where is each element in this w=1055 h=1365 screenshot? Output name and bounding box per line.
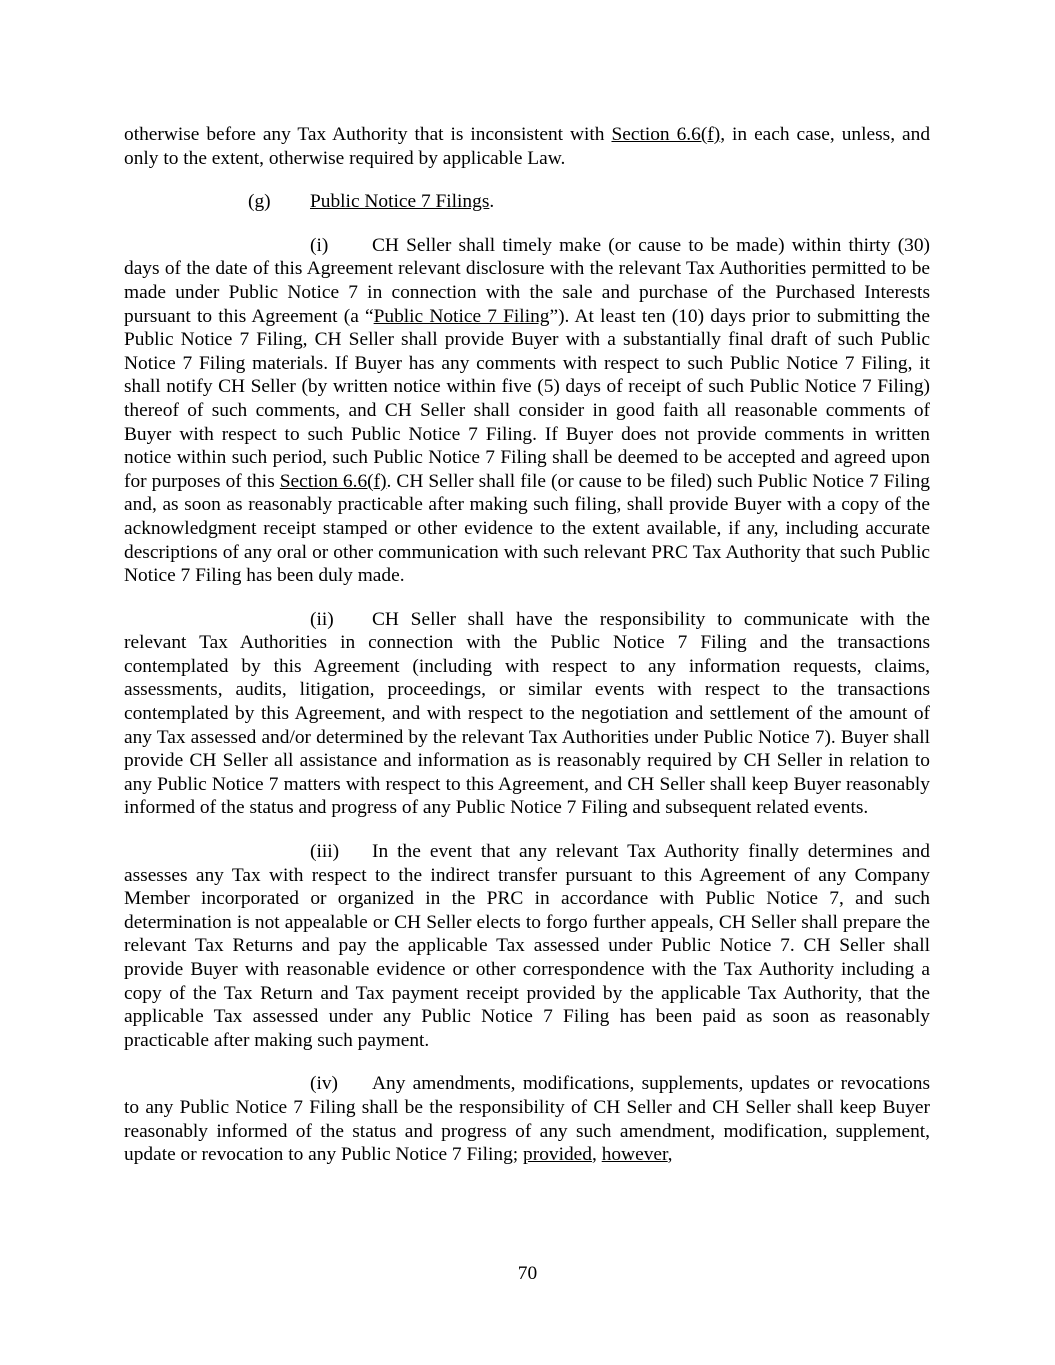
paragraph-iv-label: (iv) [310,1073,338,1095]
paragraph-iii [124,840,930,1052]
paragraph-ii-text: CH Seller shall have the responsibility to communicate with the relevant Tax Authorities in connection with the Public Notice 7 Filing and the transactions contemplated by this Agreement (including with respect to any information requests, claims, assessments, audits, litigation, proceedings, or similar events with respect to the transactions contemplated by this Agreement, and with respect to the negotiation and settlement of the amount of any Tax assessed and/or determined by the relevant Tax Authorities under Public Notice 7). Buyer shall provide CH Seller all assistance and information as is reasonably required by CH Seller in relation to any Public Notice 7 matters with respect to this Agreement, and CH Seller shall keep Buyer reasonably informed of the status and progress of any Public Notice 7 Filing and subsequent related events. [124,608,930,819]
intro-text-after: , in each case, unless, and only to the extent, otherwise required by applicable Law. [124,124,931,169]
section-g-title-end: . [489,191,495,213]
paragraph-iv [124,1072,930,1166]
intro-paragraph [124,123,930,170]
paragraph-i-text-b: ”). At least ten (10) days prior to submitting the Public Notice 7 Filing, CH Seller shall provide Buyer with a substantially final draft of such Public Notice 7 Filing materials. If Buyer has any comments with respect to such Public Notice 7 Filing, it shall notify CH Seller (by written notice within five (5) days of receipt of such Public Notice 7 Filing) thereof of such comments, and CH Seller shall consider in good faith all reasonable comments of Buyer with respect to such Public Notice 7 Filing. If Buyer does not provide comments in written notice within such period, such Public Notice 7 Filing shall be deemed to be accepted and agreed upon for purposes of this [124,305,930,492]
section-g-heading [124,190,930,214]
paragraph-iii-text: In the event that any relevant Tax Authority finally determines and assesses any Tax with respect to the indirect transfer pursuant to this Agreement of any Company Member incorporated or organized in the PRC in accordance with Public Notice 7, and such determination is not appealable or CH Seller elects to forgo further appeals, CH Seller shall prepare the relevant Tax Returns and pay the applicable Tax assessed under Public Notice 7. CH Seller shall provide Buyer with reasonable evidence or other correspondence with the Tax Authority including a copy of the Tax Return and Tax payment receipt provided by the applicable Tax Authority, that the applicable Tax assessed under any Public Notice 7 Filing has been paid as soon as reasonably practicable after making such payment. [124,841,930,1051]
paragraph-ii [124,608,930,820]
paragraph-i-text-c: . CH Seller shall file (or cause to be filed) such Public Notice 7 Filing and, as soon as reasonably practicable after making such filing, shall provide Buyer with a copy of the acknowledgment receipt stamped or other evidence to the extent available, if any, including accurate descriptions of any oral or other communication with such relevant PRC Tax Authority that such Public Notice 7 Filing has been duly made. [124,470,930,587]
paragraph-iii-label: (iii) [310,841,340,863]
paragraph-ii-label: (ii) [310,608,334,630]
document-page [124,123,930,1167]
provided-term: provided [523,1144,592,1166]
page-number: 70 [517,1263,538,1284]
however-term: however [601,1144,668,1166]
paragraph-i [124,234,930,588]
section-reference-link: Section 6.6(f) [611,124,721,145]
intro-text-before: otherwise before any Tax Authority that is inconsistent with [124,124,612,145]
defined-term-public-notice-7-filing: Public Notice 7 Filing [373,305,550,327]
paragraph-iv-comma: , [591,1144,602,1166]
paragraph-iv-text: Any amendments, modifications, supplements, updates or revocations to any Public Notice 7 Filing shall be the responsibility of CH Seller and CH Seller shall keep Buyer reasonably informed of the status and progress of any such amendment, modification, supplement, update or revocation to any Public Notice 7 Filing; [124,1073,930,1166]
section-g-title: Public Notice 7 Filings [310,191,490,213]
paragraph-iv-end: , [667,1144,673,1166]
paragraph-i-text-a: CH Seller shall timely make (or cause to be made) within thirty (30) days of the date of this Agreement relevant disclosure with the relevant Tax Authorities permitted to be made under Public Notice 7 in connection with the sale and purchase of the Purchased Interests pursuant to this Agreement (a “ [124,234,930,327]
section-reference-link: Section 6.6(f) [279,470,387,492]
section-g-label: (g) [248,191,271,213]
paragraph-i-label: (i) [310,234,329,256]
